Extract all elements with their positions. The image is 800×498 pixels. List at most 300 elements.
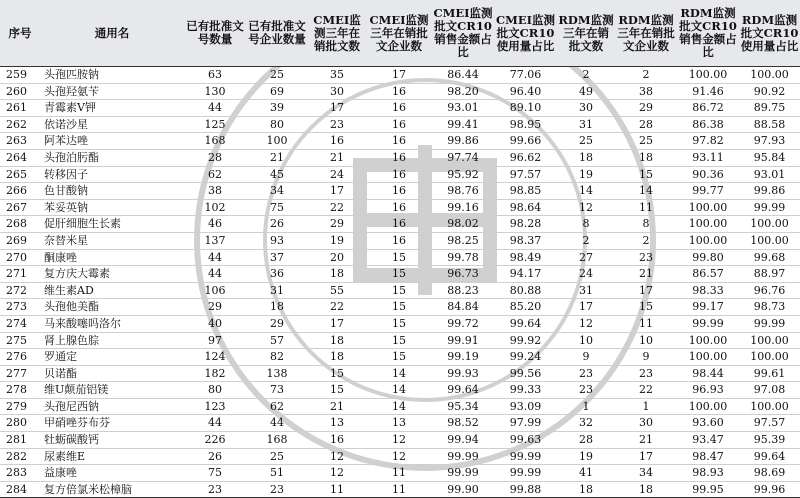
table-cell: 14 <box>557 183 615 200</box>
table-cell: 17 <box>557 299 615 316</box>
table-cell: 16 <box>366 183 432 200</box>
row-index: 261 <box>0 100 40 117</box>
table-cell: 26 <box>246 216 308 233</box>
table-cell: 100.00 <box>677 216 739 233</box>
row-index: 280 <box>0 415 40 432</box>
table-cell: 98.64 <box>494 199 557 216</box>
table-cell: 86.38 <box>677 116 739 133</box>
table-body <box>0 67 800 498</box>
table-row <box>0 332 800 349</box>
table-cell: 93 <box>246 232 308 249</box>
table-cell: 31 <box>557 282 615 299</box>
row-index: 275 <box>0 332 40 349</box>
table-cell: 23 <box>308 116 366 133</box>
row-index: 273 <box>0 299 40 316</box>
table-cell: 14 <box>366 398 432 415</box>
table-row <box>0 216 800 233</box>
table-cell: 1 <box>615 398 677 415</box>
table-cell: 99.64 <box>494 315 557 332</box>
drug-name: 转移因子 <box>40 166 184 183</box>
table-cell: 99.92 <box>494 332 557 349</box>
table-cell: 99.91 <box>432 332 494 349</box>
table-cell: 15 <box>615 299 677 316</box>
table-row <box>0 415 800 432</box>
table-cell: 17 <box>308 315 366 332</box>
table-cell: 15 <box>366 282 432 299</box>
table-row <box>0 133 800 150</box>
table-cell: 25 <box>246 67 308 84</box>
table-cell: 102 <box>184 199 246 216</box>
table-cell: 85.20 <box>494 299 557 316</box>
table-cell: 62 <box>246 398 308 415</box>
drug-name: 头孢泊肟酯 <box>40 149 184 166</box>
table-cell: 95.34 <box>432 398 494 415</box>
table-cell: 24 <box>557 266 615 283</box>
table-cell: 44 <box>184 415 246 432</box>
drug-name: 马来酸噻吗洛尔 <box>40 315 184 332</box>
table-cell: 98.02 <box>432 216 494 233</box>
header-cell: RDM监测三年在销批文数 <box>557 0 615 67</box>
header-cell: 通用名 <box>40 0 184 67</box>
table-cell: 15 <box>366 332 432 349</box>
table-cell: 38 <box>184 183 246 200</box>
table-cell: 30 <box>557 100 615 117</box>
table-cell: 168 <box>246 432 308 449</box>
table-cell: 99.99 <box>739 199 800 216</box>
table-cell: 93.01 <box>432 100 494 117</box>
table-cell: 94.17 <box>494 266 557 283</box>
table-cell: 99.99 <box>739 315 800 332</box>
row-index: 270 <box>0 249 40 266</box>
table-cell: 25 <box>246 448 308 465</box>
table-cell: 98.33 <box>677 282 739 299</box>
table-cell: 98.28 <box>494 216 557 233</box>
header-row <box>0 0 800 67</box>
table-cell: 51 <box>246 465 308 482</box>
table-cell: 30 <box>308 83 366 100</box>
table-cell: 40 <box>184 315 246 332</box>
table-cell: 16 <box>366 216 432 233</box>
table-cell: 99.80 <box>677 249 739 266</box>
table-cell: 16 <box>366 133 432 150</box>
table-cell: 98.44 <box>677 365 739 382</box>
table-cell: 100.00 <box>677 67 739 84</box>
table-row <box>0 116 800 133</box>
table-cell: 98.20 <box>432 83 494 100</box>
table-cell: 23 <box>184 481 246 498</box>
table-cell: 99.56 <box>494 365 557 382</box>
table-cell: 32 <box>557 415 615 432</box>
table-row <box>0 432 800 449</box>
table-cell: 100.00 <box>677 398 739 415</box>
table-cell: 99.86 <box>739 183 800 200</box>
table-cell: 16 <box>308 133 366 150</box>
table-cell: 73 <box>246 382 308 399</box>
table-cell: 41 <box>557 465 615 482</box>
table-cell: 24 <box>308 166 366 183</box>
table-cell: 16 <box>366 232 432 249</box>
table-cell: 99.96 <box>739 481 800 498</box>
table-cell: 14 <box>615 183 677 200</box>
table-cell: 21 <box>615 266 677 283</box>
header-cell: CMEI监测批文CR10使用量占比 <box>494 0 557 67</box>
table-cell: 98.37 <box>494 232 557 249</box>
table-cell: 99.68 <box>739 249 800 266</box>
table-row <box>0 266 800 283</box>
drug-name: 酮康唑 <box>40 249 184 266</box>
table-cell: 100.00 <box>739 232 800 249</box>
drug-name: 复方倍氯米松樟脑 <box>40 481 184 498</box>
table-cell: 18 <box>246 299 308 316</box>
table-cell: 100.00 <box>677 349 739 366</box>
table-cell: 90.92 <box>739 83 800 100</box>
table-cell: 99.64 <box>432 382 494 399</box>
table-cell: 26 <box>184 448 246 465</box>
table-cell: 38 <box>615 83 677 100</box>
table-cell: 31 <box>246 282 308 299</box>
row-index: 262 <box>0 116 40 133</box>
table-cell: 10 <box>557 332 615 349</box>
table-cell: 18 <box>308 332 366 349</box>
table-cell: 16 <box>308 432 366 449</box>
table-cell: 16 <box>366 149 432 166</box>
table-cell: 93.01 <box>739 166 800 183</box>
table-cell: 46 <box>184 216 246 233</box>
table-cell: 96.73 <box>432 266 494 283</box>
table-cell: 97.08 <box>739 382 800 399</box>
table-cell: 98.47 <box>677 448 739 465</box>
row-index: 281 <box>0 432 40 449</box>
drug-name: 贝诺酯 <box>40 365 184 382</box>
table-cell: 11 <box>366 465 432 482</box>
table-cell: 45 <box>246 166 308 183</box>
table-cell: 75 <box>246 199 308 216</box>
table-cell: 99.99 <box>432 448 494 465</box>
table-row <box>0 398 800 415</box>
table-cell: 95.92 <box>432 166 494 183</box>
table-cell: 18 <box>308 349 366 366</box>
table-cell: 2 <box>557 67 615 84</box>
header-cell: RDM监测三年在销批文企业数 <box>615 0 677 67</box>
table-cell: 15 <box>308 365 366 382</box>
table-cell: 100.00 <box>739 332 800 349</box>
table-cell: 23 <box>557 365 615 382</box>
table-cell: 90.36 <box>677 166 739 183</box>
table-cell: 17 <box>615 448 677 465</box>
table-cell: 95.39 <box>739 432 800 449</box>
table-cell: 99.95 <box>677 481 739 498</box>
table-cell: 84.84 <box>432 299 494 316</box>
drug-name: 尿素维E <box>40 448 184 465</box>
table-cell: 99.99 <box>677 315 739 332</box>
table-cell: 29 <box>308 216 366 233</box>
drug-name: 甲硝唑芬布芬 <box>40 415 184 432</box>
table-cell: 2 <box>615 67 677 84</box>
table-cell: 99.77 <box>677 183 739 200</box>
row-index: 265 <box>0 166 40 183</box>
table-cell: 44 <box>184 249 246 266</box>
table-cell: 21 <box>308 149 366 166</box>
table-cell: 97.57 <box>494 166 557 183</box>
table-cell: 20 <box>308 249 366 266</box>
row-index: 279 <box>0 398 40 415</box>
table-cell: 12 <box>308 465 366 482</box>
table-cell: 21 <box>615 432 677 449</box>
table-cell: 16 <box>366 116 432 133</box>
table-cell: 93.60 <box>677 415 739 432</box>
table-cell: 16 <box>366 100 432 117</box>
table-cell: 44 <box>246 415 308 432</box>
table-cell: 9 <box>615 349 677 366</box>
table-row <box>0 100 800 117</box>
table-cell: 25 <box>615 133 677 150</box>
table-cell: 99.61 <box>739 365 800 382</box>
table-cell: 75 <box>184 465 246 482</box>
table-cell: 44 <box>184 100 246 117</box>
table-row <box>0 183 800 200</box>
table-cell: 88.23 <box>432 282 494 299</box>
table-cell: 97.99 <box>494 415 557 432</box>
table-cell: 97.57 <box>739 415 800 432</box>
table-cell: 10 <box>615 332 677 349</box>
header-cell: CMEI监测三年在销批文企业数 <box>366 0 432 67</box>
drug-name: 色甘酸钠 <box>40 183 184 200</box>
drug-name: 维生素AD <box>40 282 184 299</box>
table-cell: 89.75 <box>739 100 800 117</box>
table-cell: 44 <box>184 266 246 283</box>
table-cell: 86.72 <box>677 100 739 117</box>
table-cell: 23 <box>615 365 677 382</box>
table-cell: 17 <box>615 282 677 299</box>
table-cell: 31 <box>557 116 615 133</box>
table-cell: 15 <box>366 349 432 366</box>
table-cell: 29 <box>615 100 677 117</box>
table-cell: 25 <box>557 133 615 150</box>
table-cell: 88.97 <box>739 266 800 283</box>
table-cell: 99.33 <box>494 382 557 399</box>
table-cell: 93.09 <box>494 398 557 415</box>
table-cell: 21 <box>246 149 308 166</box>
table-cell: 99.16 <box>432 199 494 216</box>
table-cell: 80.88 <box>494 282 557 299</box>
table-cell: 28 <box>184 149 246 166</box>
table-cell: 99.86 <box>432 133 494 150</box>
drug-name: 奈替米星 <box>40 232 184 249</box>
table-cell: 18 <box>308 266 366 283</box>
drug-name: 头孢羟氨苄 <box>40 83 184 100</box>
drug-name: 复方庆大霉素 <box>40 266 184 283</box>
row-index: 259 <box>0 67 40 84</box>
table-cell: 98.49 <box>494 249 557 266</box>
table-cell: 130 <box>184 83 246 100</box>
drug-name: 益康唑 <box>40 465 184 482</box>
table-cell: 13 <box>308 415 366 432</box>
row-index: 283 <box>0 465 40 482</box>
table-row <box>0 249 800 266</box>
table-cell: 63 <box>184 67 246 84</box>
table-cell: 226 <box>184 432 246 449</box>
table-cell: 18 <box>615 149 677 166</box>
table-cell: 27 <box>557 249 615 266</box>
table-cell: 99.88 <box>494 481 557 498</box>
table-cell: 100.00 <box>677 199 739 216</box>
table-cell: 99.72 <box>432 315 494 332</box>
table-cell: 93.47 <box>677 432 739 449</box>
table-row <box>0 448 800 465</box>
table-cell: 34 <box>615 465 677 482</box>
row-index: 267 <box>0 199 40 216</box>
table-row <box>0 315 800 332</box>
table-cell: 86.44 <box>432 67 494 84</box>
table-cell: 15 <box>366 299 432 316</box>
row-index: 268 <box>0 216 40 233</box>
row-index: 263 <box>0 133 40 150</box>
table-cell: 19 <box>308 232 366 249</box>
table-cell: 96.76 <box>739 282 800 299</box>
table-row <box>0 232 800 249</box>
table-cell: 19 <box>557 166 615 183</box>
drug-name: 头孢尼西钠 <box>40 398 184 415</box>
table-cell: 23 <box>246 481 308 498</box>
table-cell: 62 <box>184 166 246 183</box>
row-index: 282 <box>0 448 40 465</box>
table-cell: 29 <box>246 315 308 332</box>
table-cell: 99.66 <box>494 133 557 150</box>
table-cell: 18 <box>615 481 677 498</box>
table-cell: 98.69 <box>739 465 800 482</box>
table-cell: 80 <box>246 116 308 133</box>
table-cell: 11 <box>308 481 366 498</box>
table-cell: 34 <box>246 183 308 200</box>
row-index: 266 <box>0 183 40 200</box>
table-row <box>0 465 800 482</box>
table-cell: 57 <box>246 332 308 349</box>
table-cell: 11 <box>366 481 432 498</box>
drug-name: 苯妥英钠 <box>40 199 184 216</box>
table-cell: 14 <box>366 365 432 382</box>
table-cell: 8 <box>615 216 677 233</box>
table-cell: 13 <box>366 415 432 432</box>
table-cell: 100 <box>246 133 308 150</box>
table-cell: 95.84 <box>739 149 800 166</box>
table-cell: 97 <box>184 332 246 349</box>
table-cell: 99.78 <box>432 249 494 266</box>
table-cell: 99.99 <box>494 448 557 465</box>
drug-name: 青霉素V钾 <box>40 100 184 117</box>
table-cell: 30 <box>615 415 677 432</box>
table-row <box>0 382 800 399</box>
table-cell: 39 <box>246 100 308 117</box>
table-cell: 17 <box>308 100 366 117</box>
table-cell: 100.00 <box>677 332 739 349</box>
table-cell: 99.99 <box>432 465 494 482</box>
row-index: 264 <box>0 149 40 166</box>
table-cell: 15 <box>366 315 432 332</box>
table-row <box>0 67 800 84</box>
row-index: 260 <box>0 83 40 100</box>
header-cell: 已有批准文号企业数量 <box>246 0 308 67</box>
table-cell: 99.19 <box>432 349 494 366</box>
table-cell: 16 <box>366 83 432 100</box>
table-cell: 69 <box>246 83 308 100</box>
table-cell: 82 <box>246 349 308 366</box>
table-cell: 123 <box>184 398 246 415</box>
table-cell: 37 <box>246 249 308 266</box>
table-cell: 9 <box>557 349 615 366</box>
table-row <box>0 481 800 498</box>
table-cell: 99.90 <box>432 481 494 498</box>
table-cell: 2 <box>557 232 615 249</box>
drug-name: 头孢匹胺钠 <box>40 67 184 84</box>
table-cell: 99.94 <box>432 432 494 449</box>
table-cell: 8 <box>557 216 615 233</box>
table-cell: 124 <box>184 349 246 366</box>
table-cell: 18 <box>557 149 615 166</box>
drug-name: 头孢他美酯 <box>40 299 184 316</box>
table-row <box>0 166 800 183</box>
table-cell: 22 <box>308 299 366 316</box>
table-cell: 55 <box>308 282 366 299</box>
header-cell: 序号 <box>0 0 40 67</box>
table-row <box>0 349 800 366</box>
table-cell: 93.11 <box>677 149 739 166</box>
table-cell: 99.93 <box>432 365 494 382</box>
table-cell: 22 <box>615 382 677 399</box>
table-cell: 98.93 <box>677 465 739 482</box>
table-cell: 12 <box>366 448 432 465</box>
table-cell: 15 <box>366 249 432 266</box>
table-cell: 99.63 <box>494 432 557 449</box>
header-cell: CMEI监测批文CR10销售金额占比 <box>432 0 494 67</box>
table-cell: 23 <box>615 249 677 266</box>
table-cell: 97.74 <box>432 149 494 166</box>
table-cell: 99.17 <box>677 299 739 316</box>
table-cell: 96.40 <box>494 83 557 100</box>
table-cell: 99.24 <box>494 349 557 366</box>
table-cell: 16 <box>366 199 432 216</box>
table-cell: 80 <box>184 382 246 399</box>
row-index: 276 <box>0 349 40 366</box>
table-cell: 28 <box>557 432 615 449</box>
row-index: 269 <box>0 232 40 249</box>
table-cell: 100.00 <box>739 216 800 233</box>
table-cell: 99.99 <box>494 465 557 482</box>
table-cell: 29 <box>184 299 246 316</box>
header-cell: RDM监测批文CR10使用量占比 <box>739 0 800 67</box>
header-cell: CMEI监测三年在销批文数 <box>308 0 366 67</box>
table-cell: 97.93 <box>739 133 800 150</box>
drug-name: 维U颠茄铝镁 <box>40 382 184 399</box>
table-cell: 35 <box>308 67 366 84</box>
table-cell: 88.58 <box>739 116 800 133</box>
table-cell: 1 <box>557 398 615 415</box>
table-cell: 15 <box>366 266 432 283</box>
table-cell: 96.93 <box>677 382 739 399</box>
table-cell: 100.00 <box>739 67 800 84</box>
table-row <box>0 149 800 166</box>
drug-name: 罗通定 <box>40 349 184 366</box>
table-cell: 14 <box>366 382 432 399</box>
table-row <box>0 299 800 316</box>
table-cell: 98.76 <box>432 183 494 200</box>
drug-name: 牡蛎碳酸钙 <box>40 432 184 449</box>
table-cell: 89.10 <box>494 100 557 117</box>
table-cell: 77.06 <box>494 67 557 84</box>
row-index: 277 <box>0 365 40 382</box>
header-cell: 已有批准文号数量 <box>184 0 246 67</box>
table-cell: 12 <box>557 199 615 216</box>
table-cell: 137 <box>184 232 246 249</box>
